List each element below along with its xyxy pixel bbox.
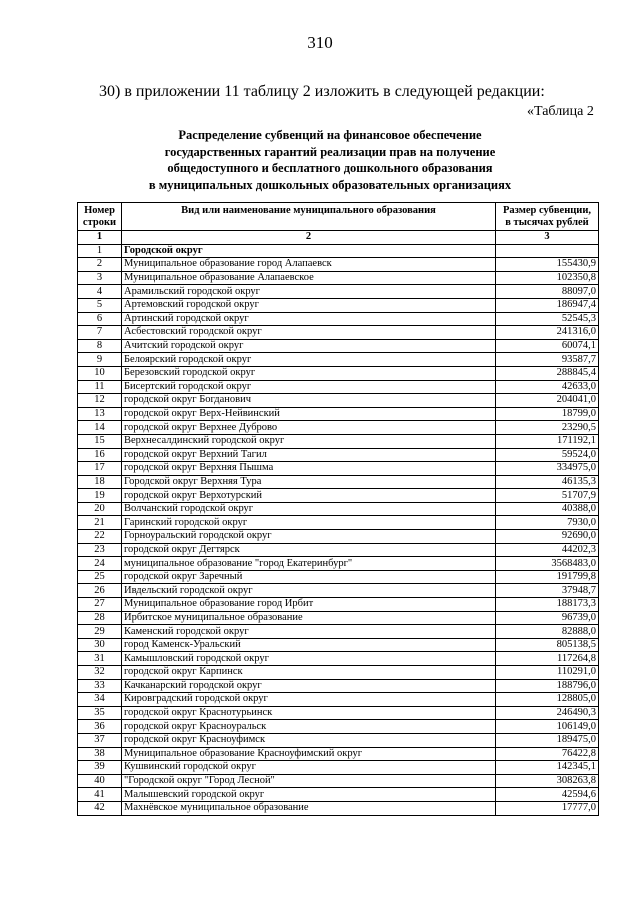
municipality-name: Белоярский городской округ bbox=[122, 353, 496, 367]
subsidy-value: 186947,4 bbox=[496, 298, 599, 312]
municipality-name: Камышловский городской округ bbox=[122, 652, 496, 666]
row-number: 16 bbox=[78, 448, 122, 462]
table-row bbox=[78, 258, 599, 272]
table-row bbox=[78, 312, 599, 326]
table-row bbox=[78, 298, 599, 312]
subsidy-value: 288845,4 bbox=[496, 366, 599, 380]
row-number: 32 bbox=[78, 666, 122, 680]
subsidy-value: 3568483,0 bbox=[496, 557, 599, 571]
row-number: 13 bbox=[78, 407, 122, 421]
table-row bbox=[78, 380, 599, 394]
subsidy-value: 96739,0 bbox=[496, 611, 599, 625]
table-row bbox=[78, 530, 599, 544]
row-number: 40 bbox=[78, 774, 122, 788]
table-row bbox=[78, 706, 599, 720]
subsidy-value: 241316,0 bbox=[496, 326, 599, 340]
table-row bbox=[78, 720, 599, 734]
subsidy-value: 102350,8 bbox=[496, 271, 599, 285]
table-row bbox=[78, 434, 599, 448]
table-row bbox=[78, 774, 599, 788]
municipality-name: Кушвинский городской округ bbox=[122, 761, 496, 775]
header-text: Размер субвенции, bbox=[502, 205, 592, 216]
municipality-name: городской округ Богданович bbox=[122, 394, 496, 408]
table-row bbox=[78, 679, 599, 693]
table-row bbox=[78, 394, 599, 408]
row-number: 41 bbox=[78, 788, 122, 802]
municipality-name: городской округ Дегтярск bbox=[122, 543, 496, 557]
row-number: 10 bbox=[78, 366, 122, 380]
municipality-name: "Городской округ "Город Лесной" bbox=[122, 774, 496, 788]
table-row bbox=[78, 366, 599, 380]
column-index: 2 bbox=[122, 231, 496, 245]
municipality-name: городской округ Верхний Тагил bbox=[122, 448, 496, 462]
table-row bbox=[78, 421, 599, 435]
municipality-name: Ирбитское муниципальное образование bbox=[122, 611, 496, 625]
table-row bbox=[78, 761, 599, 775]
table-row bbox=[78, 543, 599, 557]
header-text: в тысячах рублей bbox=[505, 217, 589, 228]
row-number: 31 bbox=[78, 652, 122, 666]
header-text: Вид или наименование муниципального образования bbox=[181, 205, 436, 216]
row-number: 11 bbox=[78, 380, 122, 394]
row-number: 37 bbox=[78, 733, 122, 747]
municipality-name: Ивдельский городской округ bbox=[122, 584, 496, 598]
subsidy-value: 44202,3 bbox=[496, 543, 599, 557]
row-number: 38 bbox=[78, 747, 122, 761]
row-number: 18 bbox=[78, 475, 122, 489]
subsidy-value: 189475,0 bbox=[496, 733, 599, 747]
table-row bbox=[78, 407, 599, 421]
municipality-name: Городской округ bbox=[122, 244, 496, 258]
subsidy-value bbox=[496, 244, 599, 258]
municipality-name: Артинский городской округ bbox=[122, 312, 496, 326]
subsidy-value: 59524,0 bbox=[496, 448, 599, 462]
municipality-name: Кировградский городской округ bbox=[122, 693, 496, 707]
row-number: 21 bbox=[78, 516, 122, 530]
municipality-name: городской округ Красноуфимск bbox=[122, 733, 496, 747]
subsidy-value: 37948,7 bbox=[496, 584, 599, 598]
municipality-name: городской округ Заречный bbox=[122, 570, 496, 584]
column-index-row bbox=[78, 231, 599, 245]
subsidy-value: 334975,0 bbox=[496, 462, 599, 476]
municipality-name: Муниципальное образование город Алапаевск bbox=[122, 258, 496, 272]
subsidy-value: 17777,0 bbox=[496, 801, 599, 815]
row-number: 22 bbox=[78, 530, 122, 544]
table-row bbox=[78, 801, 599, 815]
row-number: 3 bbox=[78, 271, 122, 285]
municipality-name: Каменский городской округ bbox=[122, 625, 496, 639]
header-subsidy-amount bbox=[496, 203, 599, 231]
municipality-name: городской округ Красноуральск bbox=[122, 720, 496, 734]
subsidy-value: 246490,3 bbox=[496, 706, 599, 720]
subsidy-value: 106149,0 bbox=[496, 720, 599, 734]
table-row bbox=[78, 666, 599, 680]
subsidy-value: 76422,8 bbox=[496, 747, 599, 761]
table-row bbox=[78, 598, 599, 612]
subsidy-value: 142345,1 bbox=[496, 761, 599, 775]
municipality-name: Горноуральский городской округ bbox=[122, 530, 496, 544]
table-title bbox=[80, 127, 580, 193]
municipality-name: город Каменск-Уральский bbox=[122, 638, 496, 652]
municipality-name: Бисертский городской округ bbox=[122, 380, 496, 394]
row-number: 33 bbox=[78, 679, 122, 693]
row-number: 8 bbox=[78, 339, 122, 353]
table-row bbox=[78, 244, 599, 258]
municipality-name: городской округ Верхотурский bbox=[122, 489, 496, 503]
municipality-name: Муниципальное образование Красноуфимский округ bbox=[122, 747, 496, 761]
table-row bbox=[78, 502, 599, 516]
subsidy-value: 18799,0 bbox=[496, 407, 599, 421]
row-number: 30 bbox=[78, 638, 122, 652]
subsidy-value: 171192,1 bbox=[496, 434, 599, 448]
table-row bbox=[78, 353, 599, 367]
row-number: 12 bbox=[78, 394, 122, 408]
subsidy-value: 46135,3 bbox=[496, 475, 599, 489]
table-row bbox=[78, 489, 599, 503]
subsidy-value: 110291,0 bbox=[496, 666, 599, 680]
municipality-name: Верхнесалдинский городской округ bbox=[122, 434, 496, 448]
subsidy-value: 188796,0 bbox=[496, 679, 599, 693]
row-number: 23 bbox=[78, 543, 122, 557]
subsidy-value: 155430,9 bbox=[496, 258, 599, 272]
municipality-name: Муниципальное образование Алапаевское bbox=[122, 271, 496, 285]
municipality-name: Махнёвское муниципальное образование bbox=[122, 801, 496, 815]
title-line: в муниципальных дошкольных образовательных организациях bbox=[148, 177, 512, 192]
table-row bbox=[78, 652, 599, 666]
subsidy-value: 188173,3 bbox=[496, 598, 599, 612]
table-row bbox=[78, 448, 599, 462]
subsidy-value: 82888,0 bbox=[496, 625, 599, 639]
subsidy-value: 42633,0 bbox=[496, 380, 599, 394]
row-number: 27 bbox=[78, 598, 122, 612]
header-row-number bbox=[78, 203, 122, 231]
table-row bbox=[78, 475, 599, 489]
subsidy-value: 117264,8 bbox=[496, 652, 599, 666]
row-number: 14 bbox=[78, 421, 122, 435]
municipality-name: Ачитский городской округ bbox=[122, 339, 496, 353]
header-text: Номер bbox=[84, 205, 115, 216]
header-municipality bbox=[122, 203, 496, 231]
page-number: 310 bbox=[307, 33, 333, 52]
subsidy-table bbox=[77, 202, 599, 816]
table-row bbox=[78, 516, 599, 530]
title-line: Распределение субвенций на финансовое обеспечение bbox=[178, 128, 482, 142]
subsidy-value: 23290,5 bbox=[496, 421, 599, 435]
municipality-name: городской округ Краснотурьинск bbox=[122, 706, 496, 720]
subsidy-value: 93587,7 bbox=[496, 353, 599, 367]
subsidy-value: 308263,8 bbox=[496, 774, 599, 788]
table-row bbox=[78, 693, 599, 707]
municipality-name: Гаринский городской округ bbox=[122, 516, 496, 530]
row-number: 29 bbox=[78, 625, 122, 639]
table-row bbox=[78, 611, 599, 625]
subsidy-value: 52545,3 bbox=[496, 312, 599, 326]
table-row bbox=[78, 638, 599, 652]
table-row bbox=[78, 326, 599, 340]
row-number: 2 bbox=[78, 258, 122, 272]
row-number: 7 bbox=[78, 326, 122, 340]
subsidy-value: 42594,6 bbox=[496, 788, 599, 802]
municipality-name: Городской округ Верхняя Тура bbox=[122, 475, 496, 489]
row-number: 4 bbox=[78, 285, 122, 299]
row-number: 15 bbox=[78, 434, 122, 448]
municipality-name: городской округ Верхняя Пышма bbox=[122, 462, 496, 476]
table-row bbox=[78, 570, 599, 584]
municipality-name: Арамильский городской округ bbox=[122, 285, 496, 299]
subsidy-value: 805138,5 bbox=[496, 638, 599, 652]
subsidy-value: 60074,1 bbox=[496, 339, 599, 353]
title-line: общедоступного и бесплатного дошкольного образования bbox=[167, 161, 493, 175]
table-row bbox=[78, 747, 599, 761]
intro-text: 30) в приложении 11 таблицу 2 изложить в следующей редакции: bbox=[99, 83, 545, 100]
table-row bbox=[78, 557, 599, 571]
row-number: 42 bbox=[78, 801, 122, 815]
row-number: 24 bbox=[78, 557, 122, 571]
subsidy-value: 128805,0 bbox=[496, 693, 599, 707]
subsidy-value: 204041,0 bbox=[496, 394, 599, 408]
column-index: 3 bbox=[496, 231, 599, 245]
row-number: 26 bbox=[78, 584, 122, 598]
municipality-name: городской округ Карпинск bbox=[122, 666, 496, 680]
municipality-name: Асбестовский городской округ bbox=[122, 326, 496, 340]
row-number: 19 bbox=[78, 489, 122, 503]
subsidy-value: 51707,9 bbox=[496, 489, 599, 503]
row-number: 1 bbox=[78, 244, 122, 258]
municipality-name: Волчанский городской округ bbox=[122, 502, 496, 516]
title-line: государственных гарантий реализации прав на получение bbox=[164, 144, 496, 159]
subsidy-value: 88097,0 bbox=[496, 285, 599, 299]
table-row bbox=[78, 339, 599, 353]
row-number: 36 bbox=[78, 720, 122, 734]
municipality-name: Муниципальное образование город Ирбит bbox=[122, 598, 496, 612]
table-row bbox=[78, 584, 599, 598]
row-number: 28 bbox=[78, 611, 122, 625]
municipality-name: городской округ Верх-Нейвинский bbox=[122, 407, 496, 421]
row-number: 20 bbox=[78, 502, 122, 516]
municipality-name: муниципальное образование "город Екатеринбург" bbox=[122, 557, 496, 571]
table-row bbox=[78, 625, 599, 639]
row-number: 39 bbox=[78, 761, 122, 775]
header-text: строки bbox=[82, 217, 117, 228]
subsidy-value: 40388,0 bbox=[496, 502, 599, 516]
row-number: 6 bbox=[78, 312, 122, 326]
row-number: 17 bbox=[78, 462, 122, 476]
subsidy-value: 7930,0 bbox=[496, 516, 599, 530]
row-number: 25 bbox=[78, 570, 122, 584]
column-index: 1 bbox=[78, 231, 122, 245]
municipality-name: Малышевский городской округ bbox=[122, 788, 496, 802]
table-row bbox=[78, 733, 599, 747]
table-header-row bbox=[78, 203, 599, 231]
municipality-name: Артемовский городской округ bbox=[122, 298, 496, 312]
table-row bbox=[78, 462, 599, 476]
table-row bbox=[78, 285, 599, 299]
table-row bbox=[78, 271, 599, 285]
subsidy-value: 92690,0 bbox=[496, 530, 599, 544]
row-number: 5 bbox=[78, 298, 122, 312]
table-reference: «Таблица 2 bbox=[527, 104, 594, 119]
table-row bbox=[78, 788, 599, 802]
row-number: 35 bbox=[78, 706, 122, 720]
municipality-name: Березовский городской округ bbox=[122, 366, 496, 380]
municipality-name: городской округ Верхнее Дуброво bbox=[122, 421, 496, 435]
row-number: 34 bbox=[78, 693, 122, 707]
row-number: 9 bbox=[78, 353, 122, 367]
municipality-name: Качканарский городской округ bbox=[122, 679, 496, 693]
subsidy-value: 191799,8 bbox=[496, 570, 599, 584]
